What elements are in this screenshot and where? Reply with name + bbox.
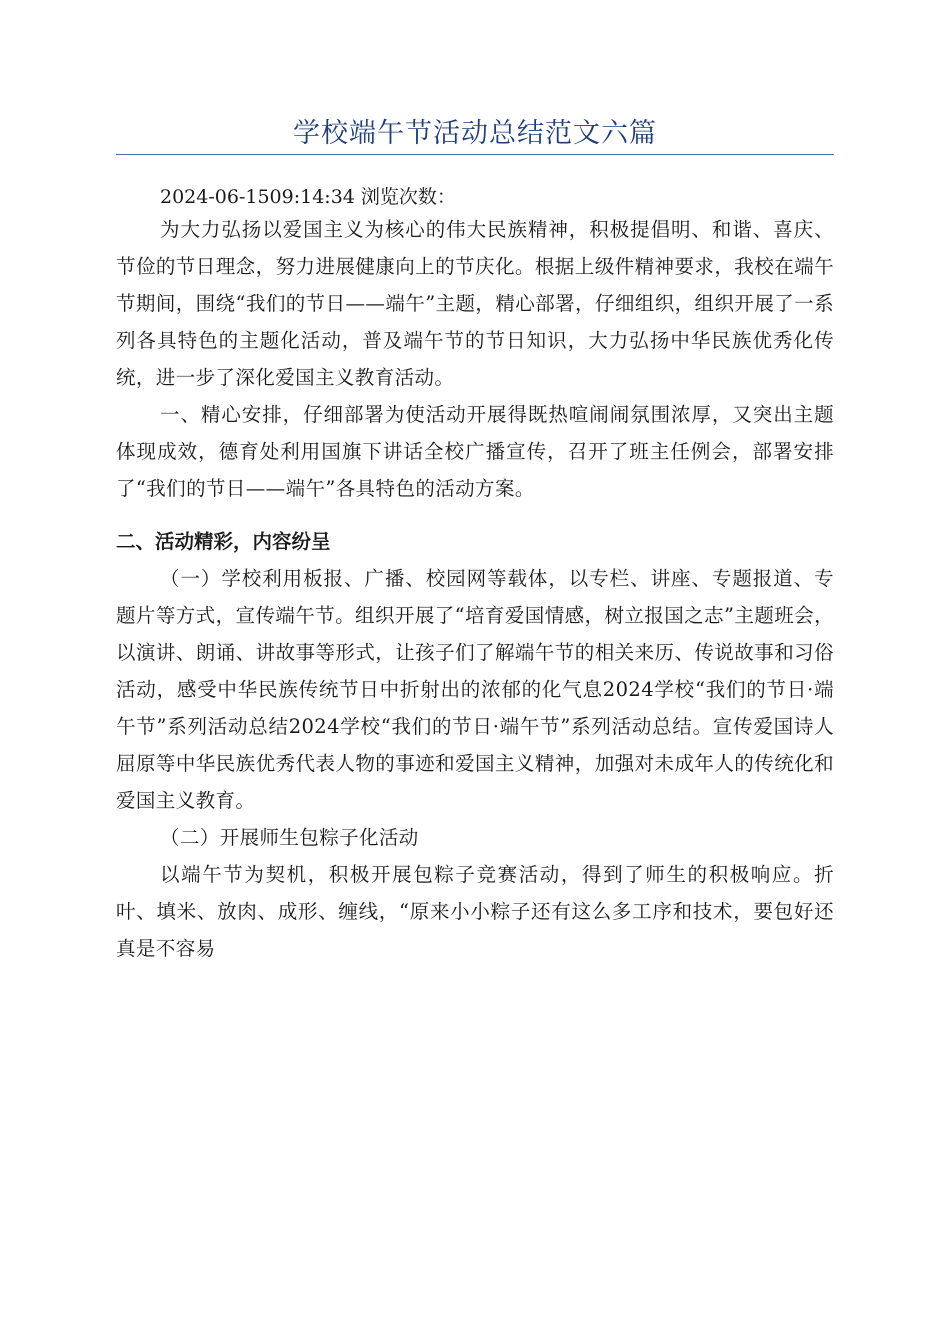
document-page (116, 0, 834, 967)
publish-meta: 2024-06-1509:14:34 浏览次数： (160, 186, 456, 208)
subsection-one-paragraph: （一）学校利用板报、广播、校园网等载体，以专栏、讲座、专题报道、专题片等方式，宣传端午节。组织开展了“培育爱国情感，树立报国之志”主题班会，以演讲、朗诵、讲故事等形式，让孩子们了解端午节的相关来历、传说故事和习俗活动，感受中华民族传统节日中折射出的浓郁的化气息2024学校“我们的节日·端午节”系列活动总结2024学校“我们的节日·端午节”系列活动总结。宣传爱国诗人屈原等中华民族优秀代表人物的事迹和爱国主义精神，加强对未成年人的传统化和爱国主义教育。 (116, 567, 834, 812)
subsection-two-heading: （二）开展师生包粽子化活动 (160, 826, 419, 849)
section-one-paragraph: 一、精心安排，仔细部署为使活动开展得既热喧闹闹氛围浓厚，又突出主题体现成效，德育处利用国旗下讲话全校广播宣传，召开了班主任例会，部署安排了“我们的节日——端午”各具特色的活动方案。 (116, 403, 834, 500)
section-two-heading: 二、活动精彩，内容纷呈 (116, 530, 331, 553)
intro-paragraph: 为大力弘扬以爱国主义为核心的伟大民族精神，积极提倡明、和谐、喜庆、节俭的节日理念，努力进展健康向上的节庆化。根据上级件精神要求，我校在端午节期间，围绕“我们的节日——端午”主题，精心部署，仔细组织，组织开展了一系列各具特色的主题化活动，普及端午节的节日知识，大力弘扬中华民族优秀化传统，进一步了深化爱国主义教育活动。 (116, 218, 834, 389)
document-title: 学校端午节活动总结范文六篇 (293, 118, 657, 149)
subsection-two-paragraph: 以端午节为契机，积极开展包粽子竞赛活动，得到了师生的积极响应。折叶、填米、放肉、成形、缠线，“原来小小粽子还有这么多工序和技术，要包好还真是不容易 (116, 863, 834, 960)
title-underline (116, 154, 834, 155)
